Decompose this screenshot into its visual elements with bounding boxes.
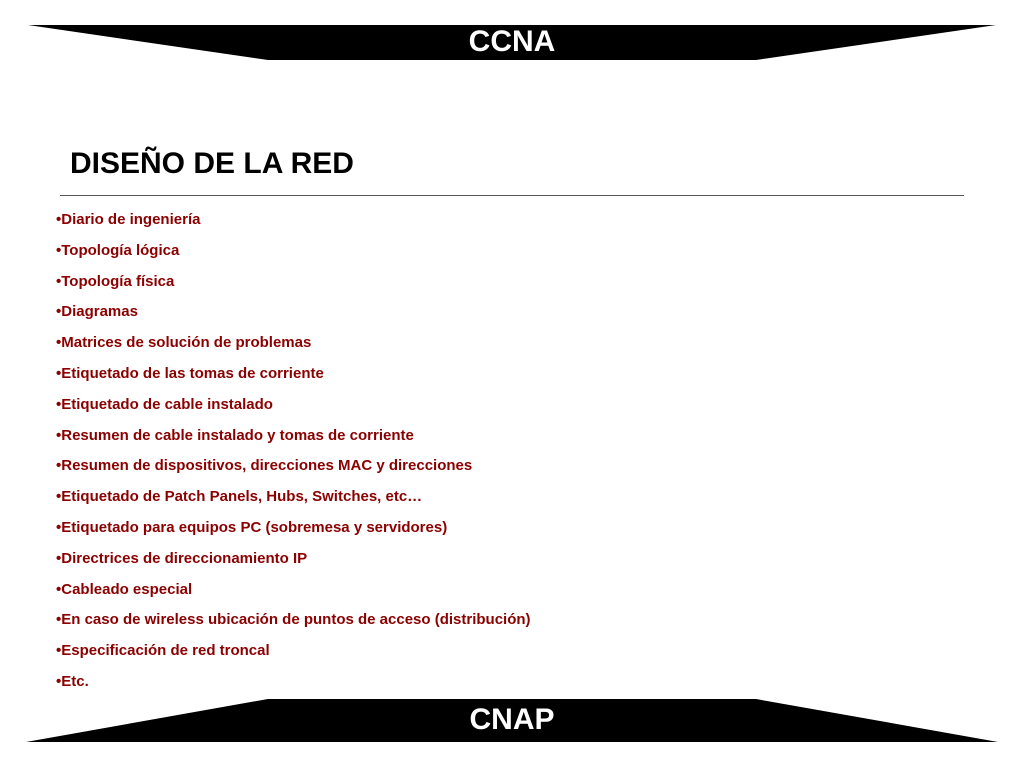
list-item: •Etiquetado de cable instalado bbox=[56, 395, 273, 413]
list-item: •Especificación de red troncal bbox=[56, 642, 270, 660]
footer-banner bbox=[0, 697, 1024, 747]
header-banner-text: CCNA bbox=[468, 25, 556, 58]
page-title: DISEÑO DE LA RED bbox=[70, 147, 354, 180]
list-item: •Etiquetado de las tomas de corriente bbox=[56, 364, 324, 382]
list-item: •Directrices de direccionamiento IP bbox=[56, 549, 308, 567]
list-item: •Cableado especial bbox=[56, 580, 193, 598]
list-item: •Topología física bbox=[56, 272, 175, 290]
header-banner bbox=[0, 20, 1024, 70]
list-item: •En caso de wireless ubicación de puntos de acceso (distribución) bbox=[56, 611, 531, 629]
list-item: •Matrices de solución de problemas bbox=[56, 334, 312, 352]
list-item: •Topología lógica bbox=[56, 241, 180, 259]
list-item: •Etiquetado para equipos PC (sobremesa y servidores) bbox=[56, 518, 448, 536]
title-divider bbox=[60, 195, 964, 196]
list-item: •Resumen de dispositivos, direcciones MAC y direcciones bbox=[56, 457, 473, 475]
list-item: •Diagramas bbox=[56, 303, 138, 321]
list-item: •Diario de ingeniería bbox=[56, 211, 201, 228]
list-item: •Etiquetado de Patch Panels, Hubs, Switches, etc… bbox=[56, 488, 423, 506]
list-item: •Etc. bbox=[56, 672, 89, 690]
list-item: •Resumen de cable instalado y tomas de corriente bbox=[56, 426, 414, 444]
footer-banner-text: CNAP bbox=[469, 703, 555, 736]
bullet-list bbox=[56, 209, 531, 702]
